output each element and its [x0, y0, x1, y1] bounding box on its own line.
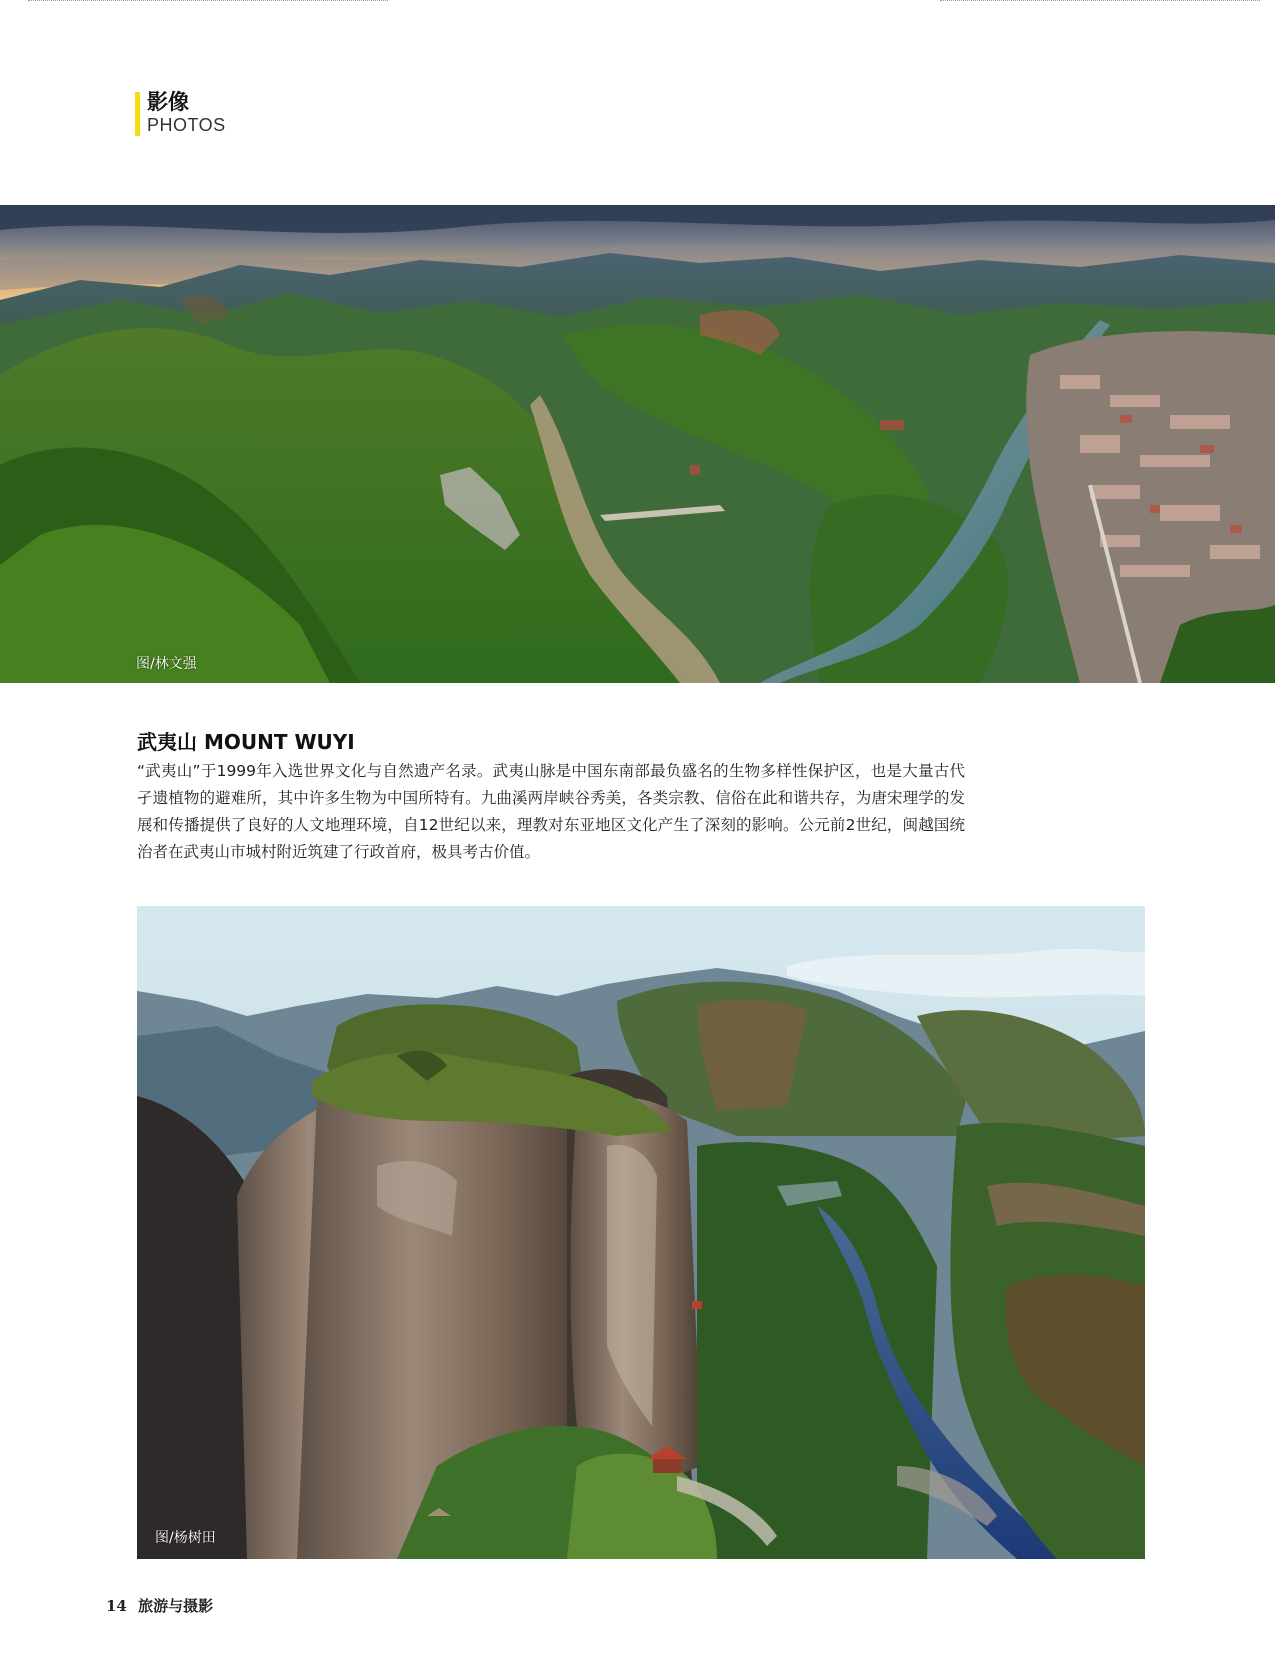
page-footer	[106, 1595, 213, 1616]
photo-credit: 图/杨树田	[155, 1530, 216, 1546]
photo-credit: 图/林文强	[136, 656, 197, 672]
section-title-cn: 影像	[147, 90, 189, 114]
aerial-panorama-image	[0, 205, 1275, 683]
cliff-gorge-image	[137, 906, 1145, 1559]
cliff-gorge-photo	[137, 906, 1145, 1559]
article	[137, 728, 965, 866]
page-number: 14	[106, 1597, 127, 1615]
section-accent-bar	[135, 92, 140, 136]
article-title: 武夷山 MOUNT WUYI	[137, 730, 355, 754]
section-title-en: PHOTOS	[147, 115, 226, 135]
section-header	[135, 90, 226, 136]
top-dotted-rule-right	[940, 0, 1260, 2]
magazine-name: 旅游与摄影	[138, 1597, 214, 1615]
article-body: “武夷山”于1999年入选世界文化与自然遗产名录。武夷山脉是中国东南部最负盛名的生物多样性保护区，也是大量古代孑遗植物的避难所，其中许多生物为中国所特有。九曲溪两岸峡谷秀美，各类宗教、信俗在此和谐共存，为唐宋理学的发展和传播提供了良好的人文地理环境，自12世纪以来，理教对东亚地区文化产生了深刻的影响。公元前2世纪，闽越国统治者在武夷山市城村附近筑建了行政首府，极具考古价值。	[137, 762, 965, 861]
aerial-panorama-photo	[0, 205, 1275, 683]
top-dotted-rule-left	[28, 0, 388, 2]
